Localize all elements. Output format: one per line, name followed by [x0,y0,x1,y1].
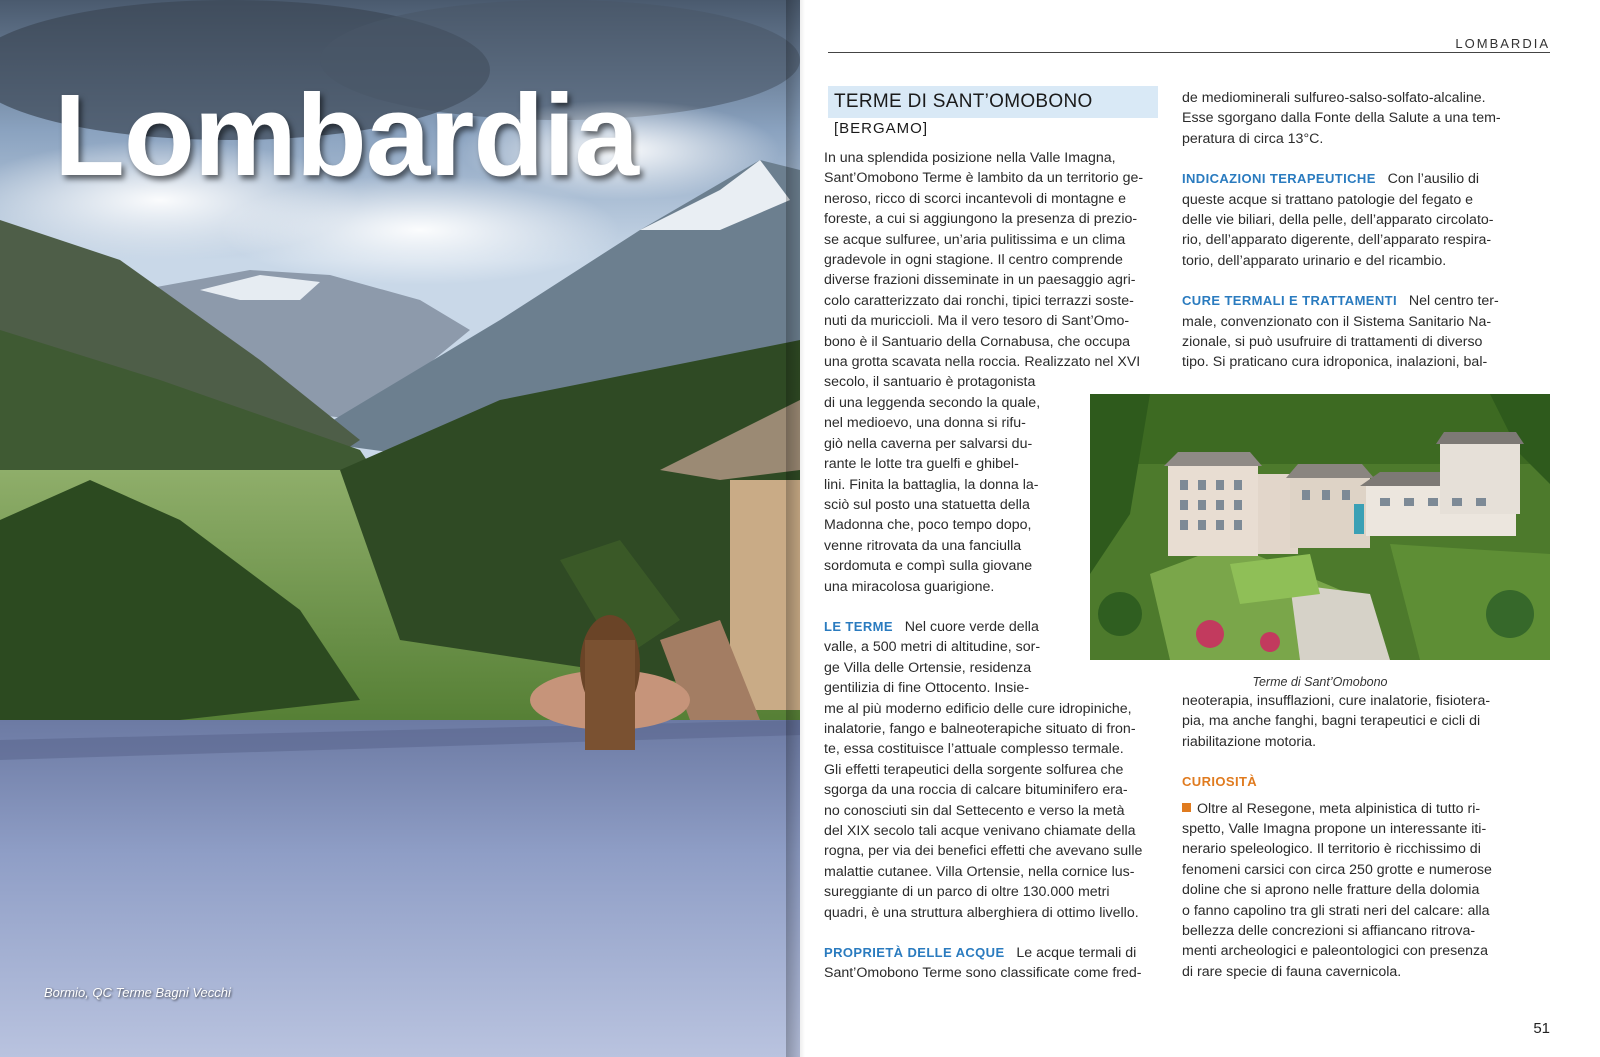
line: Oltre al Resegone, meta alpinistica di tutto ri- [1197,800,1481,817]
line: fenomeni carsici con circa 250 grotte e numerose [1182,861,1492,878]
line: queste acque si trattano patologie del fegato e [1182,191,1474,208]
line: colo caratterizzato dai ronchi, tipici terrazzi soste- [824,292,1134,309]
narrow-block [824,372,1050,698]
line: del XIX secolo tali acque venivano chiamate della [824,823,1136,839]
line: lini. Finita la battaglia, la donna la- [824,476,1039,493]
line: nerario speleologico. Il territorio è ricchissimo di [1182,841,1481,858]
spa-building-photo [1090,394,1550,660]
line: di rare specie di fauna cavernicola. [1182,963,1402,980]
line: quadri, è una struttura alberghiera di ottimo livello. [824,904,1139,921]
line: sureggiante di un parco di oltre 130.000 metri [824,884,1110,901]
terme-paragraph-start [824,617,1050,637]
line: Esse sgorgano dalla Fonte della Salute a una tem- [1182,110,1501,127]
line: torio, dell’apparato urinario e del ricambio. [1182,252,1447,269]
line: se acque sulfuree, un’aria pulitissima e un clima [824,231,1126,248]
running-head: LOMBARDIA [1455,36,1550,51]
line: rante le lotte tra guelfi e ghibel- [824,456,1019,473]
curiosita-heading [1182,772,1518,792]
line: rogna, per via dei benefici effetti che avevano sulle [824,843,1143,860]
line: male, convenzionato con il Sistema Sanitario Na- [1182,313,1492,330]
photo-caption: Bormio, QC Terme Bagni Vecchi [44,985,231,1000]
line: Con l’ausilio di [1387,171,1480,188]
line: bellezza delle concrezioni si affiancano ritrova- [1182,922,1476,939]
spacer [824,597,1050,617]
curiosita-paragraph-start [1182,799,1518,819]
spa-photo-caption: Terme di Sant’Omobono [1252,675,1388,689]
line: ge Villa delle Ortensie, residenza [824,659,1032,676]
article-subtitle: [BERGAMO] [834,120,929,137]
line: Le acque termali di [1016,945,1137,962]
line: sordomuta e compì sulla giovane [824,558,1033,575]
line: pia, ma anche fanghi, bagni terapeutici e cicli di [1182,713,1481,730]
line: Gli effetti terapeutici della sorgente solfurea che [824,761,1124,778]
page-title: Lombardia [54,70,638,200]
line: zionale, si può usufruire di trattamenti di diverso [1182,334,1483,351]
line: Sant’Omobono Terme sono classificate come fred- [824,965,1142,982]
line: riabilitazione motoria. [1182,733,1317,750]
line: venne ritrovata da una fanciulla [824,537,1022,554]
section-head-curiosita: CURIOSITÀ [1182,774,1258,790]
article-title-box [828,86,1158,118]
line: peratura di circa 13°C. [1182,130,1324,147]
line: di una leggenda secondo la quale, [824,394,1041,411]
cure-paragraph-start [1182,291,1518,311]
acque-paragraph-start [824,943,1160,963]
line: me al più moderno edificio delle cure idropiniche, [824,700,1132,717]
line: te, essa costituisce l’attuale complesso termale. [824,741,1124,758]
line: tipo. Si praticano cura idroponica, inalazioni, bal- [1182,354,1488,371]
line: o fanno capolino tra gli strati neri del calcare: alla [1182,902,1490,919]
line: secolo, il santuario è protagonista [824,374,1036,391]
section-head-terme: LE TERME [824,618,893,634]
line: doline che si aprono nelle fratture della dolomia [1182,882,1480,899]
spacer [824,923,1160,943]
line: spetto, Valle Imagna propone un interessante iti- [1182,820,1487,837]
section-head-cure: CURE TERMALI E TRATTAMENTI [1182,293,1398,309]
indicazioni-paragraph-start [1182,169,1518,189]
line: no conosciuti sin dal Settecento e verso la metà [824,802,1125,819]
line: gentilizia di fine Ottocento. Insie- [824,680,1030,697]
article-title: TERME DI SANT’OMOBONO [834,91,1093,112]
line: gradevole in ogni stagione. Il centro comprende [824,252,1123,269]
section-head-acque: PROPRIETÀ DELLE ACQUE [824,945,1005,961]
line: Nel cuore verde della [904,618,1039,635]
line: inalatorie, fango e balneoterapiche situato di fron- [824,720,1136,737]
line: sgorga da una roccia di calcare bituminifero era- [824,782,1128,799]
page-number: 51 [1533,1020,1550,1037]
right-article-page [800,0,1600,1057]
square-bullet-icon [1182,803,1191,812]
line: de mediominerali sulfureo-salso-solfato-alcaline. [1182,90,1486,106]
line: neroso, ricco di scorci incantevoli di montagne e [824,190,1127,207]
spacer [1182,271,1518,291]
line: una miracolosa guarigione. [824,578,995,595]
line: giò nella caverna per salvarsi du- [824,435,1033,452]
spacer [1182,752,1518,772]
line: nel medioevo, una donna si rifu- [824,415,1026,432]
line: delle vie biliari, della pelle, dell’apparato circolato- [1182,212,1494,229]
line: sciò sul posto una statuetta della [824,496,1030,513]
line: menti archeologici e paleontologici con presenza [1182,943,1489,960]
line: Sant’Omobono Terme è lambito da un territorio ge- [824,170,1144,187]
spa-building-illustration [1090,394,1550,660]
line: foreste, a cui si aggiungono la presenza di prezio- [824,211,1138,228]
line: In una splendida posizione nella Valle Imagna, [824,150,1116,166]
line: Nel centro ter- [1408,293,1499,310]
line: nuti da muriccioli. Ma il vero tesoro di Sant’Omo- [824,313,1130,330]
line: neoterapia, insufflazioni, cure inalatorie, fisiotera- [1182,692,1491,709]
line: malattie cutanee. Villa Ortensie, nella cornice lus- [824,863,1135,880]
spacer [1182,149,1518,169]
line: bono è il Santuario della Cornabusa, che occupa [824,333,1131,350]
line: diverse frazioni disseminate in un paesaggio agri- [824,272,1136,289]
line: Madonna che, poco tempo dopo, [824,517,1032,534]
line: una grotta scavata nella roccia. Realizzato nel XVI [824,354,1141,371]
top-rule [828,52,1550,53]
line: rio, dell’apparato digerente, dell’apparato respira- [1182,232,1492,249]
section-head-indicazioni: INDICAZIONI TERAPEUTICHE [1182,171,1376,187]
line: valle, a 500 metri di altitudine, sor- [824,639,1041,656]
